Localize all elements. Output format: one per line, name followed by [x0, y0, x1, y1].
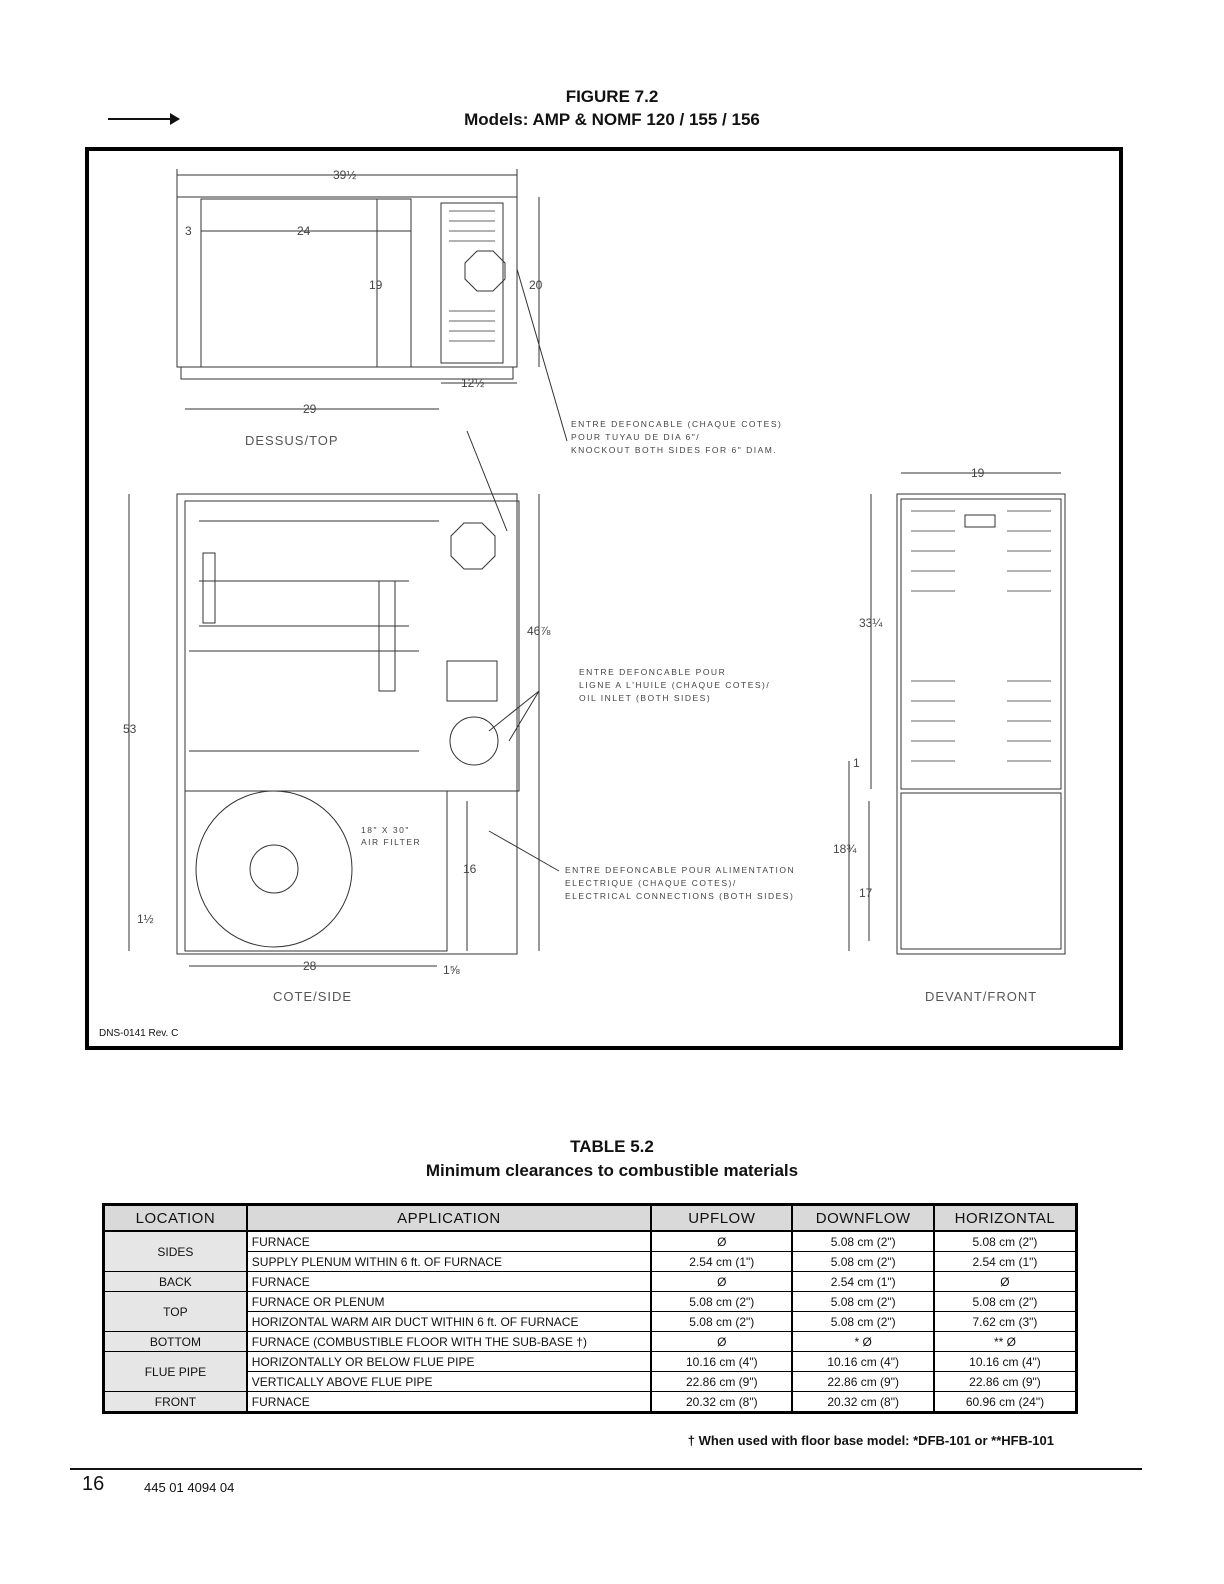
dim-top-inner: 24: [297, 224, 311, 238]
dim-top-offset: 3: [185, 224, 192, 238]
table-row: [104, 1392, 1077, 1413]
dim-front-width: 19: [971, 466, 985, 480]
horizontal-cell: 2.54 cm (1"): [934, 1252, 1077, 1272]
figure-subtitle: Models: AMP & NOMF 120 / 155 / 156: [464, 110, 760, 129]
application-cell: FURNACE OR PLENUM: [247, 1292, 651, 1312]
application-cell: FURNACE: [247, 1231, 651, 1252]
document-number: 445 01 4094 04: [144, 1480, 235, 1495]
downflow-cell: 10.16 cm (4"): [792, 1352, 933, 1372]
upflow-cell: 5.08 cm (2"): [651, 1292, 792, 1312]
table-title: TABLE 5.2: [570, 1137, 654, 1156]
location-cell: BACK: [104, 1272, 247, 1292]
horizontal-cell: 10.16 cm (4"): [934, 1352, 1077, 1372]
application-cell: VERTICALLY ABOVE FLUE PIPE: [247, 1372, 651, 1392]
table-row: [104, 1231, 1077, 1252]
header-horizontal: HORIZONTAL: [934, 1205, 1077, 1232]
upflow-cell: Ø: [651, 1272, 792, 1292]
page-number: 16: [82, 1473, 105, 1495]
note-oil-line3: OIL INLET (BOTH SIDES): [579, 693, 712, 703]
note-knockout-line2: POUR TUYAU DE DIA 6"/: [571, 432, 701, 442]
table-subtitle: Minimum clearances to combustible materials: [425, 1161, 799, 1180]
clearance-table: [102, 1203, 1078, 1414]
table-footnote: † When used with floor base model: *DFB-101 or **HFB-101: [687, 1433, 1054, 1448]
application-cell: HORIZONTAL WARM AIR DUCT WITHIN 6 ft. OF FURNACE: [247, 1312, 651, 1332]
figure-title: FIGURE 7.2: [565, 87, 659, 106]
downflow-cell: * Ø: [792, 1332, 933, 1352]
dim-front-upper: 33¼: [859, 616, 883, 630]
location-cell: FRONT: [104, 1392, 247, 1413]
table-row: [104, 1332, 1077, 1352]
dim-side-base-left: 1½: [137, 912, 154, 926]
dim-side-filter-height: 16: [463, 862, 477, 876]
dim-side-knockout-height: 46⅞: [527, 624, 551, 638]
dim-front-step: 1: [853, 756, 860, 770]
location-cell: SIDES: [104, 1231, 247, 1272]
dim-front-lower: 18¾: [833, 842, 857, 856]
horizontal-cell: ** Ø: [934, 1332, 1077, 1352]
upflow-cell: 5.08 cm (2"): [651, 1312, 792, 1332]
downflow-cell: 2.54 cm (1"): [792, 1272, 933, 1292]
furnace-drawing: [89, 151, 1119, 1046]
dim-front-base: 17: [859, 886, 873, 900]
note-knockout-line3: KNOCKOUT BOTH SIDES FOR 6" DIAM.: [571, 445, 778, 455]
location-cell: TOP: [104, 1292, 247, 1332]
application-cell: SUPPLY PLENUM WITHIN 6 ft. OF FURNACE: [247, 1252, 651, 1272]
table-row: [104, 1252, 1077, 1272]
header-downflow: DOWNFLOW: [792, 1205, 933, 1232]
table-row: [104, 1292, 1077, 1312]
dim-top-width: 39½: [333, 168, 357, 182]
header-application: APPLICATION: [247, 1205, 651, 1232]
note-filter-line2: AIR FILTER: [361, 837, 422, 847]
table-row: [104, 1272, 1077, 1292]
view-label-side: COTE/SIDE: [273, 989, 353, 1004]
note-filter-line1: 18" X 30": [361, 825, 410, 835]
upflow-cell: 10.16 cm (4"): [651, 1352, 792, 1372]
horizontal-cell: Ø: [934, 1272, 1077, 1292]
table-header-row: [104, 1205, 1077, 1232]
upflow-cell: Ø: [651, 1332, 792, 1352]
note-electrical-line2: ELECTRIQUE (CHAQUE COTES)/: [565, 878, 737, 888]
application-cell: FURNACE (COMBUSTIBLE FLOOR WITH THE SUB-BASE †): [247, 1332, 651, 1352]
horizontal-cell: 5.08 cm (2"): [934, 1231, 1077, 1252]
application-cell: FURNACE: [247, 1272, 651, 1292]
note-electrical-line1: ENTRE DEFONCABLE POUR ALIMENTATION: [565, 865, 796, 875]
footer-divider: [70, 1468, 1142, 1470]
upflow-cell: Ø: [651, 1231, 792, 1252]
upflow-cell: 22.86 cm (9"): [651, 1372, 792, 1392]
figure-drawing: [85, 147, 1123, 1050]
view-label-front: DEVANT/FRONT: [925, 989, 1038, 1004]
upflow-cell: 2.54 cm (1"): [651, 1252, 792, 1272]
table-row: [104, 1352, 1077, 1372]
dim-side-base-right: 1⅝: [443, 963, 460, 977]
dim-side-height: 53: [123, 722, 137, 736]
drawing-reference: DNS-0141 Rev. C: [99, 1028, 179, 1039]
note-oil-line2: LIGNE A L'HUILE (CHAQUE COTES)/: [579, 680, 771, 690]
dim-top-base: 29: [303, 402, 317, 416]
downflow-cell: 5.08 cm (2"): [792, 1252, 933, 1272]
downflow-cell: 20.32 cm (8"): [792, 1392, 933, 1413]
note-oil-line1: ENTRE DEFONCABLE POUR: [579, 667, 727, 677]
downflow-cell: 5.08 cm (2"): [792, 1292, 933, 1312]
view-label-top: DESSUS/TOP: [245, 433, 339, 448]
application-cell: FURNACE: [247, 1392, 651, 1413]
upflow-cell: 20.32 cm (8"): [651, 1392, 792, 1413]
horizontal-cell: 7.62 cm (3"): [934, 1312, 1077, 1332]
horizontal-cell: 22.86 cm (9"): [934, 1372, 1077, 1392]
dim-top-flue: 12½: [461, 376, 485, 390]
note-knockout-line1: ENTRE DEFONCABLE (CHAQUE COTES): [571, 419, 783, 429]
header-location: LOCATION: [104, 1205, 247, 1232]
dim-side-width: 28: [303, 959, 317, 973]
application-cell: HORIZONTALLY OR BELOW FLUE PIPE: [247, 1352, 651, 1372]
table-row: [104, 1372, 1077, 1392]
header-upflow: UPFLOW: [651, 1205, 792, 1232]
dim-top-depth: 20: [529, 278, 543, 292]
downflow-cell: 5.08 cm (2"): [792, 1231, 933, 1252]
note-electrical-line3: ELECTRICAL CONNECTIONS (BOTH SIDES): [565, 891, 795, 901]
table-row: [104, 1312, 1077, 1332]
downflow-cell: 22.86 cm (9"): [792, 1372, 933, 1392]
dim-top-depth-inner: 19: [369, 278, 383, 292]
horizontal-cell: 5.08 cm (2"): [934, 1292, 1077, 1312]
downflow-cell: 5.08 cm (2"): [792, 1312, 933, 1332]
location-cell: FLUE PIPE: [104, 1352, 247, 1392]
horizontal-cell: 60.96 cm (24"): [934, 1392, 1077, 1413]
location-cell: BOTTOM: [104, 1332, 247, 1352]
